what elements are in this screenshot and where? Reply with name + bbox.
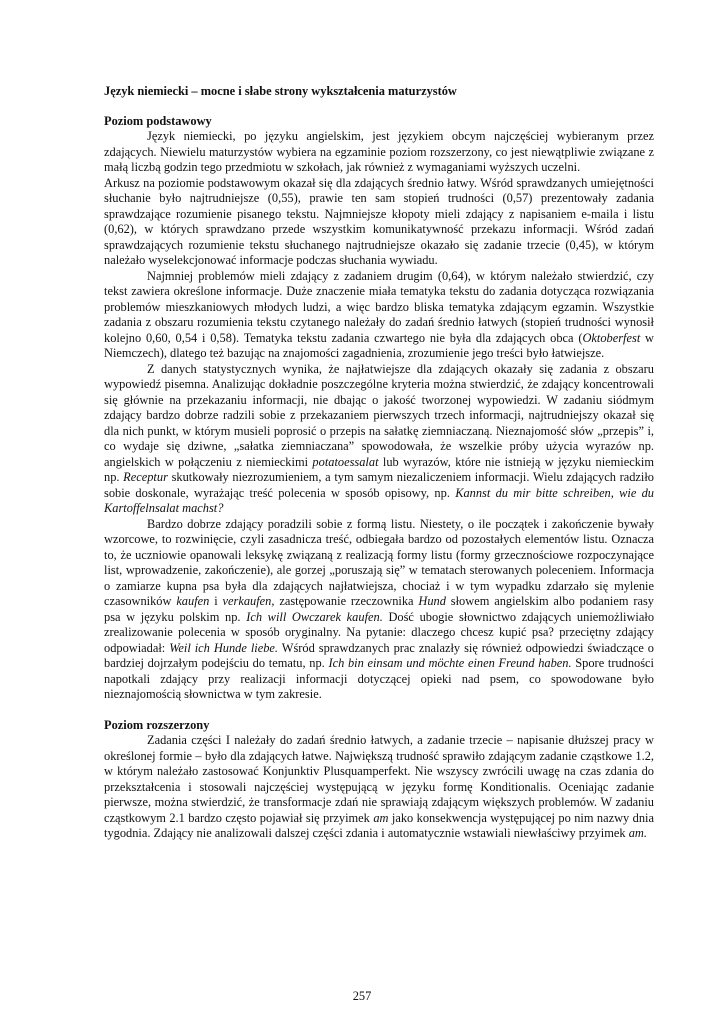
paragraph-basic-3: Najmniej problemów mieli zdający z zadaniem drugim (0,64), w którym należało stwierdzić, czy tekst zawiera określone informacje. Duże znaczenie miała tematyka tekstu do zadania dotycząca rozwiązania problemów mieszkaniowych młodych ludzi, a więc bardzo bliska tematyka zdającym egzamin. Wszystkie zadania z obszaru rozumienia tekstu czytanego należały do zadań średnio łatwych (stopień trudności wynosił kolejno 0,60, 0,54 i 0,58). Tematyka tekstu zadania czwartego nie była dla zdających obca (Oktoberfest w Niemczech), dlatego też bazując na znajomości zagadnienia, zrozumienie jego treści było łatwiejsze. xyxy=(104,268,655,360)
paragraph-extended-1: Zadania części I należały do zadań średnio łatwych, a zadanie trzecie – napisanie dłuższej pracy w określonej formie – było dla zdających łatwe. Największą trudność sprawiło zdającym zadanie cząstkowe 1.2, w którym należało zastosować Konjunktiv Plusquamperfekt. Nie wszyscy zwrócili uwagę na czas zdania do przekształcenia i stosowali najczęściej występującą w języku formę Konditionalis. Oceniając zadanie pierwsze, można stwierdzić, że transformacje zdań nie sprawiają zdającym większych problemów. W zadaniu cząstkowym 2.1 bardzo często pojawiał się przyimek am jako konsekwencja występującej po nim nazwy dnia tygodnia. Zdający nie analizowali dalszej części zdania i automatycznie wstawiali niewłaściwy przyimek am. xyxy=(104,733,654,840)
document-page xyxy=(104,84,654,842)
paragraph-basic-4: Z danych statystycznych wynika, że najłatwiejsze dla zdających okazały się zadania z obszaru wypowiedź pisemna. Analizując dokładnie poszczególne kryteria można stwierdzić, że zdający koncentrowali się głównie na przekazaniu informacji, nie dbając o jakość tworzonej wypowiedzi. W zadaniu siódmym zdający bardzo dobrze radzili sobie z przekazaniem pierwszych trzech informacji, najtrudniejszy okazał się dla nich punkt, w którym musieli poprosić o przepis na sałatkę ziemniaczaną. Nieznajomość słów „przepis” i, co wydaje się dziwne, „sałatka ziemniaczana” spowodowała, że wszelkie próby użycia wyrazów np. angielskich w połączeniu z niemieckimi potatoessalat lub wyrazów, które nie istnieją w języku niemieckim np. Receptur skutkowały niezrozumieniem, a tym samym niezaliczeniem informacji. Wielu zdających radziło sobie doskonale, wyrażając treść polecenia w sposób opisowy, np. Kannst du mir bitte schreiben, wie du Kartoffelnsalat machst? xyxy=(104,361,655,515)
paragraph-basic-1: Język niemiecki, po języku angielskim, jest językiem obcym najczęściej wybieranym przez zdających. Niewielu maturzystów wybiera na egzaminie poziom rozszerzony, co jest niewątpliwie związane z małą liczbą godzin tego przedmiotu w szkołach, jak również z wymaganiami wyższych uczelni. xyxy=(104,129,654,174)
paragraph-basic-5: Bardzo dobrze zdający poradzili sobie z formą listu. Niestety, o ile początek i zakończenie bywały wzorcowe, to rozwinięcie, czyli zasadnicza treść, odbiegała bardzo od pozostałych elementów listu. Oznacza to, że uczniowie opanowali leksykę związaną z realizacją formy listu (formy grzecznościowe rozpoczynające list, wprowadzenie, zakończenie), ale gorzej „poruszają się” w tematach sterowanych poleceniem. Informacja o zamiarze kupna psa była dla zdających najłatwiejsza, chociaż i w tym wypadku zdarzało się mylenie czasowników kaufen i verkaufen, zastępowanie rzeczownika Hund słowem angielskim albo podaniem rasy psa w języku polskim np. Ich will Owczarek kaufen. Dość ubogie słownictwo zdających uniemożliwiało zrealizowanie polecenia w sposób oryginalny. Na pytanie: dlaczego chcesz kupić psa? przeciętny zdający odpowiadał: Weil ich Hunde liebe. Wśród sprawdzanych prac znalazły się również odpowiedzi świadczące o bardziej dojrzałym podejściu do tematu, np. Ich bin einsam und möchte einen Freund haben. Spore trudności napotkali zdający przy realizacji informacji dotyczącej opieki nad psem, co spowodowane było nieznajomością słownictwa w tym zakresie. xyxy=(104,516,655,701)
section-heading-basic: Poziom podstawowy xyxy=(104,113,212,128)
document-title: Język niemiecki – mocne i słabe strony wykształcenia maturzystów xyxy=(104,84,457,98)
paragraph-basic-2: Arkusz na poziomie podstawowym okazał się dla zdających średnio łatwy. Wśród sprawdzanych umiejętności słuchanie było najtrudniejsze (0,55), prawie ten sam stopień trudności (0,57) prezentowały zadania sprawdzające rozumienie pisanego tekstu. Najmniejsze kłopoty mieli zdający z napisaniem e-maila i listu (0,62), w których sprawdzano przede wszystkim komunikatywność przekazu informacji. Wśród zadań sprawdzających rozumienie tekstu słuchanego najtrudniejsze okazało się zadanie trzecie (0,45), w którym należało wyselekcjonować informacje podczas słuchania wywiadu. xyxy=(104,175,654,267)
section-heading-extended: Poziom rozszerzony xyxy=(104,717,210,732)
page-number: 257 xyxy=(352,989,372,1003)
